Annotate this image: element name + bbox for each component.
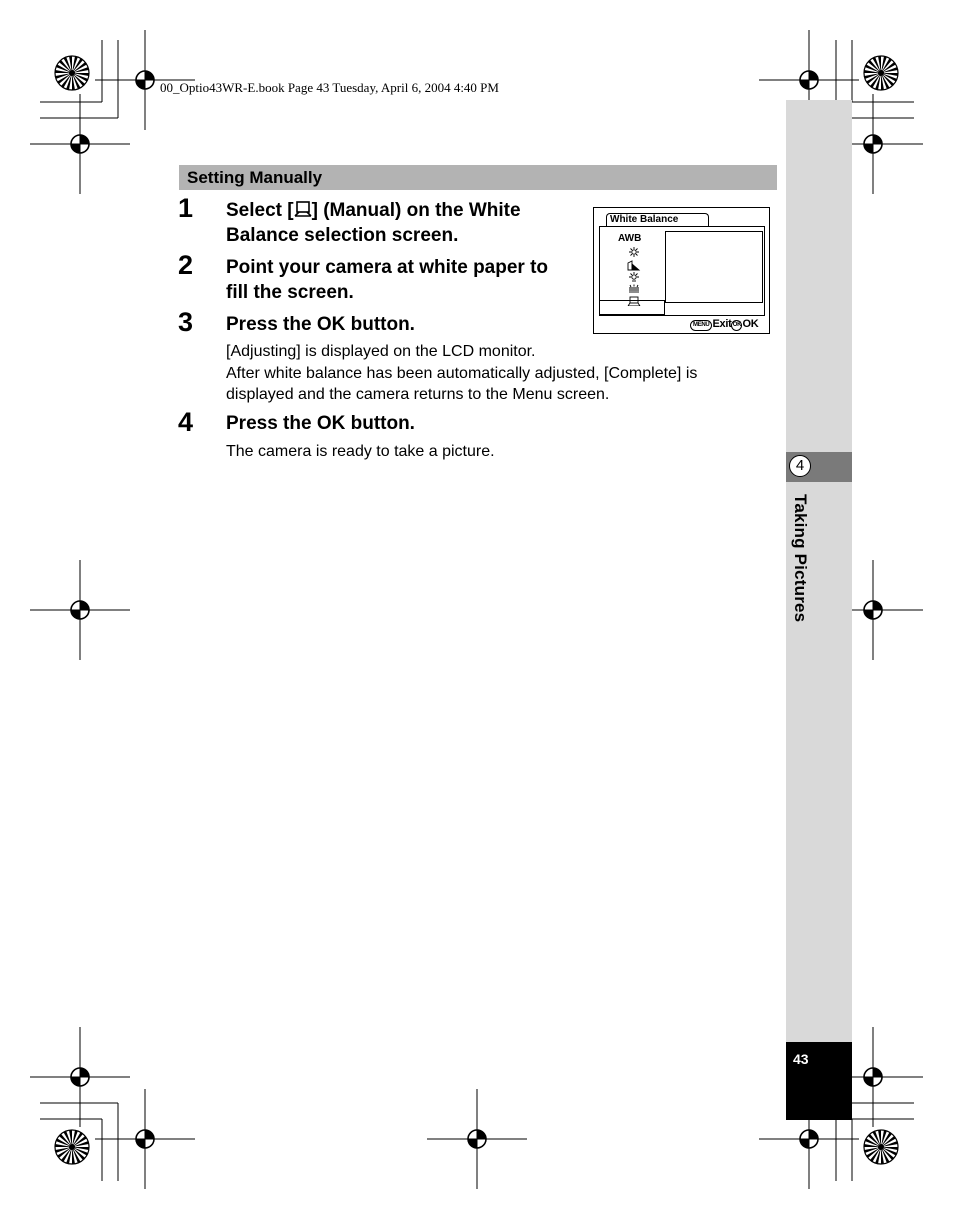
- lcd-awb-option: AWB: [618, 233, 642, 244]
- step-3-number: 3: [178, 307, 194, 337]
- registration-target-quadrant: [71, 610, 80, 619]
- chapter-number: 4: [789, 455, 811, 477]
- page-number: 43: [793, 1051, 809, 1067]
- registration-target-quadrant: [873, 135, 882, 144]
- page-number-box: [786, 1042, 852, 1120]
- star-target-center: [878, 1144, 884, 1150]
- registration-target-quadrant: [864, 1077, 873, 1086]
- registration-target-quadrant: [800, 1139, 809, 1148]
- lcd-tab: [606, 213, 709, 227]
- registration-target-quadrant: [145, 71, 154, 80]
- step-2-title-line1: Point your camera at white paper to: [226, 257, 549, 278]
- step-1-title-pre: Select [: [226, 200, 294, 221]
- step-4-title: Press the OK button.: [226, 413, 415, 434]
- star-target-center: [69, 70, 75, 76]
- registration-target-quadrant: [71, 144, 80, 153]
- registration-target-quadrant: [71, 1077, 80, 1086]
- registration-target-quadrant: [864, 144, 873, 153]
- registration-target-quadrant: [145, 1130, 154, 1139]
- lcd-screen-illustration: [593, 207, 770, 334]
- registration-target-quadrant: [809, 71, 818, 80]
- step-2-title: [226, 255, 548, 305]
- registration-target-quadrant: [873, 601, 882, 610]
- step-4-body-line: The camera is ready to take a picture.: [226, 443, 495, 460]
- registration-target-quadrant: [864, 610, 873, 619]
- shade-icon: [628, 261, 639, 270]
- fluorescent-icon: [629, 285, 639, 294]
- book-header-line: 00_Optio43WR-E.book Page 43 Tuesday, April 6, 2004 4:40 PM: [160, 80, 499, 95]
- step-3-body-line: displayed and the camera returns to the Menu screen.: [226, 386, 610, 403]
- step-3-body-line: [Adjusting] is displayed on the LCD monitor.: [226, 343, 536, 360]
- lcd-icon-list: [622, 246, 646, 306]
- registration-target-quadrant: [477, 1130, 486, 1139]
- daylight-icon: [629, 247, 639, 257]
- section-heading-bar: [179, 165, 777, 190]
- registration-target-quadrant: [136, 80, 145, 89]
- registration-target-quadrant: [468, 1139, 477, 1148]
- step-1-title: [226, 198, 521, 248]
- ok-button-icon: OK: [731, 320, 742, 331]
- registration-target-quadrant: [80, 1068, 89, 1077]
- lcd-ok-label: OK: [742, 318, 759, 330]
- star-target-center: [69, 1144, 75, 1150]
- lcd-preview-area: [665, 231, 763, 303]
- step-1-title-line2: Balance selection screen.: [226, 225, 459, 246]
- lcd-tab-label: White Balance: [610, 214, 679, 225]
- menu-button-icon: MENU: [690, 320, 712, 331]
- step-3-title: Press the OK button.: [226, 314, 415, 335]
- step-4-number: 4: [178, 407, 194, 437]
- step-1-title-post: ] (Manual) on the White: [311, 200, 521, 221]
- star-target-center: [878, 70, 884, 76]
- section-title: Setting Manually: [187, 168, 323, 187]
- registration-target-quadrant: [80, 601, 89, 610]
- step-1-number: 1: [178, 193, 194, 223]
- lcd-selected-option-frame: [599, 300, 665, 315]
- lcd-exit-label: Exit: [712, 318, 732, 330]
- manual-wb-icon: [294, 200, 312, 218]
- chapter-title: Taking Pictures: [791, 494, 810, 623]
- step-2-title-line2: fill the screen.: [226, 282, 354, 303]
- registration-target-quadrant: [136, 1139, 145, 1148]
- lcd-footer: [690, 318, 758, 331]
- step-3-body-line: After white balance has been automatically adjusted, [Complete] is: [226, 364, 698, 382]
- registration-target-quadrant: [809, 1130, 818, 1139]
- registration-target-quadrant: [80, 135, 89, 144]
- registration-target-quadrant: [800, 80, 809, 89]
- tungsten-icon: [629, 272, 639, 282]
- step-2-number: 2: [178, 250, 194, 280]
- step-4-body: [226, 441, 495, 463]
- registration-target-quadrant: [873, 1068, 882, 1077]
- step-3-body: [226, 341, 697, 406]
